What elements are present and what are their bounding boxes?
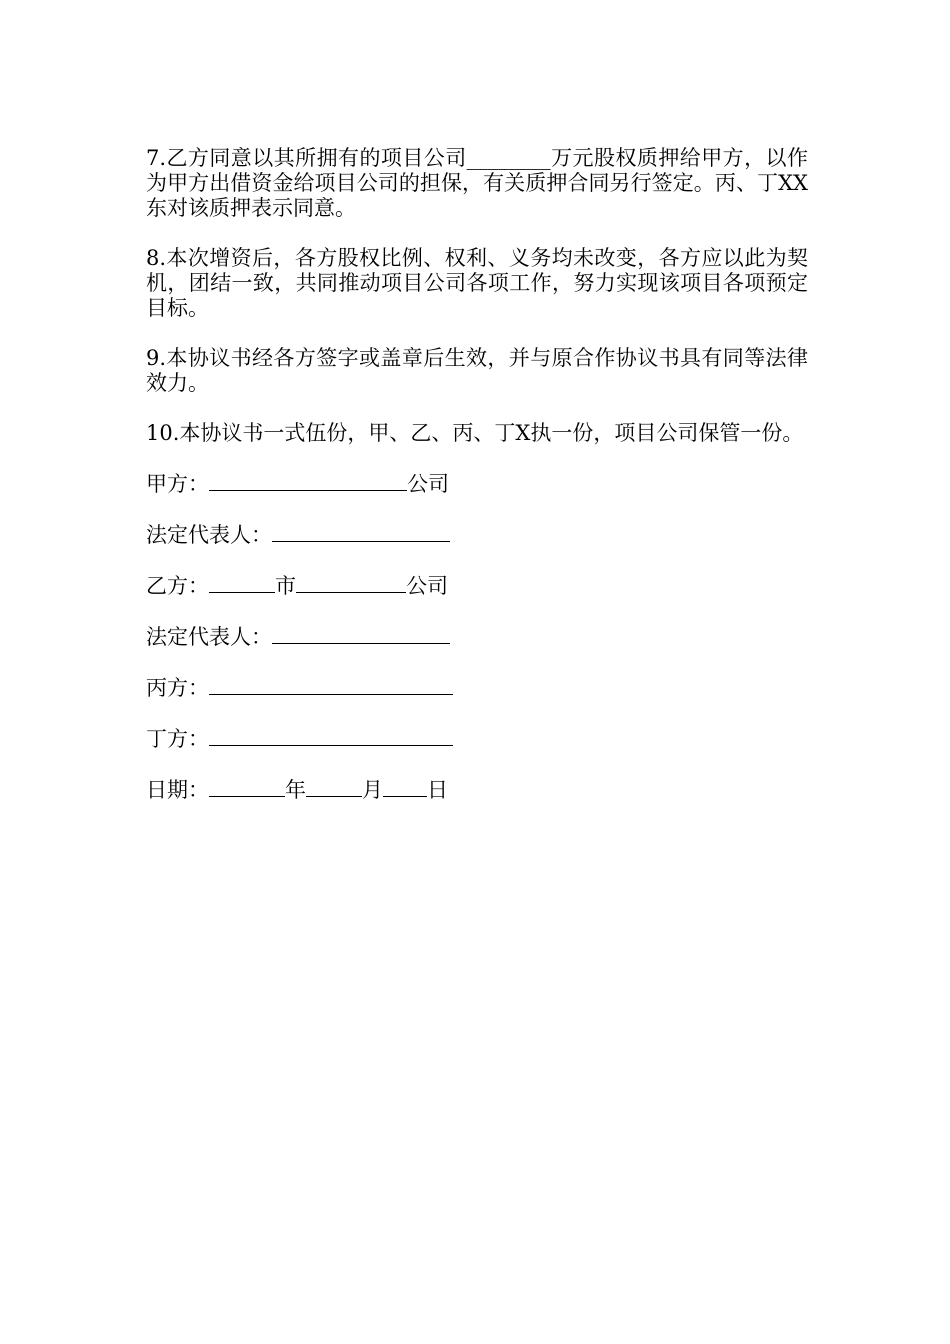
date-line bbox=[146, 777, 808, 803]
clause-8: 8.本次增资后，各方股权比例、权利、义务均未改变，各方应以此为契机，团结一致，共同推动项目公司各项工作，努力实现该项目各项预定目标。 bbox=[146, 246, 808, 320]
month-blank[interactable] bbox=[306, 777, 362, 797]
signature-block bbox=[146, 471, 808, 803]
party-b-company-blank[interactable] bbox=[296, 573, 406, 593]
party-d-label: 丁方： bbox=[146, 727, 209, 751]
party-c-blank[interactable] bbox=[209, 675, 453, 695]
year-blank[interactable] bbox=[209, 777, 285, 797]
party-a-line bbox=[146, 471, 808, 497]
rep-a-line bbox=[146, 522, 808, 548]
document-page bbox=[146, 146, 808, 803]
rep-b-label: 法定代表人： bbox=[146, 625, 272, 649]
party-a-blank[interactable] bbox=[209, 471, 407, 491]
date-label: 日期： bbox=[146, 778, 209, 802]
year-label: 年 bbox=[285, 778, 306, 802]
party-b-line bbox=[146, 573, 808, 599]
party-c-label: 丙方： bbox=[146, 676, 209, 700]
party-a-label: 甲方： bbox=[146, 472, 209, 496]
party-b-label: 乙方： bbox=[146, 574, 209, 598]
party-b-mid: 市 bbox=[275, 574, 296, 598]
month-label: 月 bbox=[362, 778, 383, 802]
party-a-suffix: 公司 bbox=[407, 472, 449, 496]
rep-a-blank[interactable] bbox=[272, 522, 450, 542]
party-d-blank[interactable] bbox=[209, 726, 453, 746]
rep-b-blank[interactable] bbox=[272, 624, 450, 644]
clause-9: 9.本协议书经各方签字或盖章后生效，并与原合作协议书具有同等法律效力。 bbox=[146, 346, 808, 395]
rep-b-line bbox=[146, 624, 808, 650]
party-c-line bbox=[146, 675, 808, 701]
day-blank[interactable] bbox=[383, 777, 427, 797]
clause-7: 7.乙方同意以其所拥有的项目公司________万元股权质押给甲方，以作为甲方出借资金给项目公司的担保，有关质押合同另行签定。丙、丁XX东对该质押表示同意。 bbox=[146, 146, 808, 220]
party-b-city-blank[interactable] bbox=[209, 573, 275, 593]
rep-a-label: 法定代表人： bbox=[146, 523, 272, 547]
clause-10: 10.本协议书一式伍份，甲、乙、丙、丁X执一份，项目公司保管一份。 bbox=[146, 421, 804, 445]
party-d-line bbox=[146, 726, 808, 752]
day-label: 日 bbox=[427, 778, 448, 802]
party-b-suffix: 公司 bbox=[406, 574, 448, 598]
